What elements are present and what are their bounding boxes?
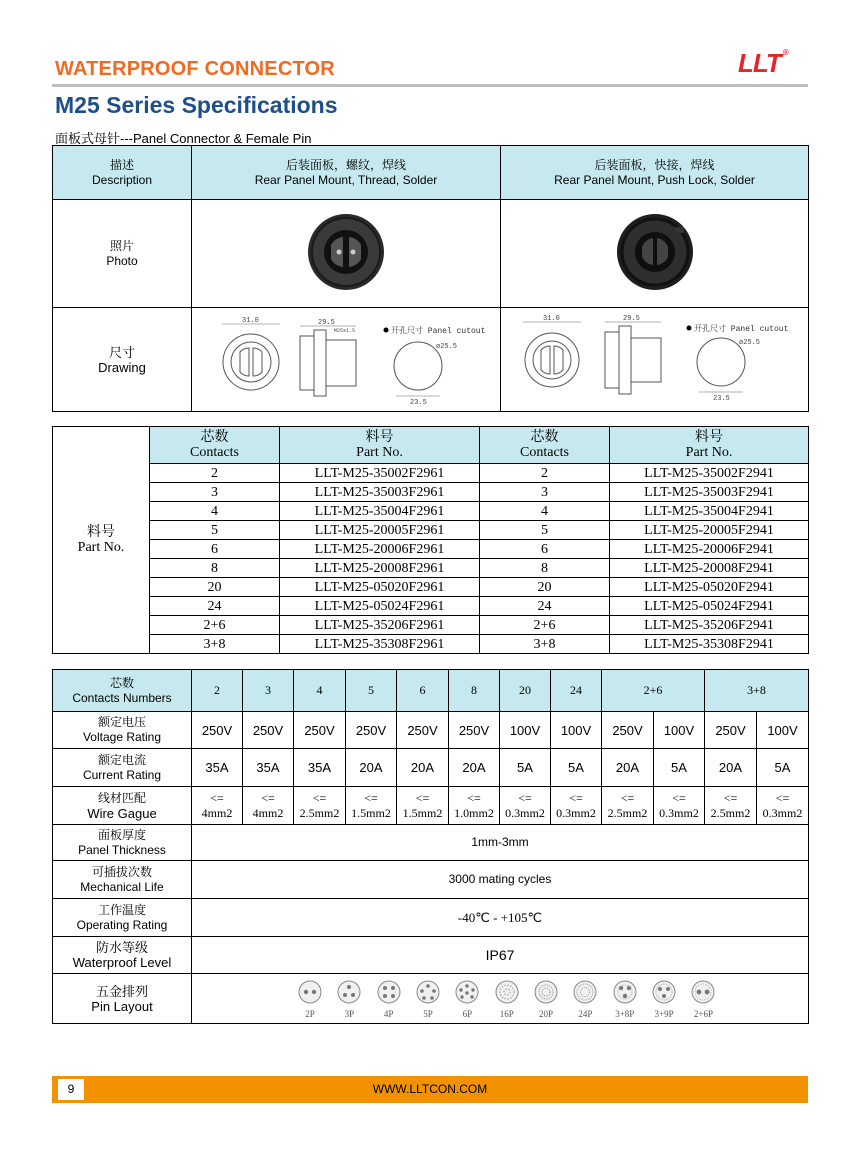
wire-value (243, 787, 294, 825)
panel-label (53, 825, 192, 861)
pin-diagram-icon (572, 979, 598, 1005)
pin-layout-label: 2+6P (693, 1008, 713, 1019)
wire-value (346, 787, 397, 825)
table-row (53, 483, 809, 502)
partno-cell: LLT-M25-35004F2941 (610, 502, 809, 521)
partno-cell: LLT-M25-20005F2961 (280, 521, 480, 540)
life-label-cn: 可插拔次数 (91, 864, 152, 879)
table-row (53, 578, 809, 597)
contacts-cell: 20 (150, 578, 280, 597)
cutout-flat-label: 23.5 (410, 398, 427, 406)
partno-cell: LLT-M25-35003F2941 (610, 483, 809, 502)
contacts-cell: 2+6 (480, 616, 610, 635)
drawing-length-label: 29.5 (318, 318, 335, 327)
contacts-value: 24 (551, 670, 602, 712)
contacts-value: 4 (294, 670, 346, 712)
drawing-thread-label: M25x1.5 (334, 327, 356, 334)
table-row (53, 616, 809, 635)
contacts-cell: 8 (480, 559, 610, 578)
wire-value (192, 787, 243, 825)
contacts-header-cn-2: 芯数 (530, 430, 559, 445)
wire-prefix: <= (467, 790, 481, 805)
photo-pushlock-cell (501, 200, 809, 308)
contacts-cell: 3 (150, 483, 280, 502)
contacts-cell: 20 (480, 578, 610, 597)
contacts-value: 6 (397, 670, 449, 712)
life-row (53, 861, 809, 899)
contacts-cell: 24 (150, 597, 280, 616)
wire-prefix: <= (518, 790, 532, 805)
description-label (53, 146, 192, 200)
pin-diagram-icon (651, 979, 677, 1005)
pin-layout-label: 24P (578, 1008, 593, 1019)
thread-drawing (196, 310, 496, 406)
pin-layout-label: 20P (539, 1008, 554, 1019)
pin-diagram-icon (454, 979, 480, 1005)
temp-label (53, 899, 192, 937)
partno-cell: LLT-M25-35003F2961 (280, 483, 480, 502)
col2-desc-cn: 后装面板，快接，焊线 (594, 157, 715, 172)
partno-cell: LLT-M25-05020F2941 (610, 578, 809, 597)
wire-size: 0.3mm2 (659, 805, 699, 820)
wire-prefix: <= (723, 790, 738, 805)
contacts-value: 3 (243, 670, 294, 712)
wire-label-en: Wire Gague (87, 805, 157, 821)
contacts-cell: 6 (480, 540, 610, 559)
table-row (53, 521, 809, 540)
overview-table (52, 145, 809, 412)
current-value: 20A (705, 749, 757, 787)
pin-label-en: Pin Layout (91, 998, 153, 1014)
pin-layout-cell (192, 974, 809, 1024)
header-divider (52, 84, 808, 87)
waterproof-label (53, 937, 192, 974)
wire-prefix: <= (261, 790, 275, 805)
wire-value (654, 787, 705, 825)
contacts-cell: 4 (150, 502, 280, 521)
temp-label-cn: 工作温度 (97, 902, 146, 917)
table-caption: 面板式母针---Panel Connector & Female Pin (55, 131, 312, 146)
contacts-cell: 24 (480, 597, 610, 616)
temp-value: -40℃ - +105℃ (192, 899, 809, 937)
cutout-dia-label: ø25.5 (436, 342, 458, 351)
description-col1 (192, 146, 501, 200)
temp-label-en: Operating Rating (76, 917, 168, 932)
wire-value (449, 787, 500, 825)
registered-mark: ® (782, 48, 788, 57)
wire-prefix: <= (364, 790, 378, 805)
wire-prefix: <= (672, 790, 686, 805)
wire-prefix: <= (620, 790, 635, 805)
partno-cell: LLT-M25-35308F2961 (280, 635, 480, 654)
wire-prefix: <= (415, 790, 430, 805)
partno-cell: LLT-M25-20006F2941 (610, 540, 809, 559)
pin-diagram-icon (297, 979, 323, 1005)
contacts-header-cn-1: 芯数 (200, 430, 229, 445)
current-value: 5A (500, 749, 551, 787)
contacts-label (53, 670, 192, 712)
drawing-label (53, 308, 192, 412)
partno-header-1 (280, 427, 480, 464)
current-value: 20A (449, 749, 500, 787)
cutout-label: 开孔尺寸 Panel cutout (391, 326, 486, 336)
partno-cell: LLT-M25-05024F2941 (610, 597, 809, 616)
contacts-cell: 3 (480, 483, 610, 502)
logo-text: LLT (738, 48, 781, 78)
partno-cell: LLT-M25-35004F2961 (280, 502, 480, 521)
pin-layout-item (371, 979, 407, 1019)
contacts-cell: 6 (150, 540, 280, 559)
drawing-width-label: 31.0 (242, 316, 259, 325)
temp-row (53, 899, 809, 937)
voltage-value: 100V (500, 712, 551, 749)
waterproof-row (53, 937, 809, 974)
voltage-label (53, 712, 192, 749)
wire-prefix: <= (569, 790, 583, 805)
pin-layout-label: 2P (305, 1008, 315, 1019)
drawing-width-label-2: 31.0 (542, 314, 560, 323)
life-value: 3000 mating cycles (192, 861, 809, 899)
cutout-flat-label-2: 23.5 (712, 394, 730, 403)
specs-table (52, 669, 809, 1024)
contacts-cell: 3+8 (150, 635, 280, 654)
current-value: 35A (192, 749, 243, 787)
contacts-cell: 2+6 (150, 616, 280, 635)
pin-layout-item (489, 979, 525, 1019)
pin-layout-label: 5P (423, 1008, 433, 1019)
contacts-header-en-1: Contacts (190, 445, 239, 460)
drawing-label-cn: 尺寸 (108, 344, 135, 360)
pin-layout-item (646, 979, 682, 1019)
wire-size: 0.3mm2 (762, 805, 803, 820)
contacts-cell: 2 (480, 464, 610, 483)
wire-value (757, 787, 809, 825)
contacts-value: 20 (500, 670, 551, 712)
pin-diagram-icon (376, 979, 402, 1005)
wire-prefix: <= (775, 790, 790, 805)
series-title: M25 Series Specifications (55, 92, 338, 118)
partno-cell: LLT-M25-35308F2941 (610, 635, 809, 654)
life-label-en: Mechanical Life (80, 879, 164, 894)
waterproof-label-en: Waterproof Level (72, 955, 172, 970)
pin-layout-label: 6P (462, 1008, 473, 1019)
part-header-row (53, 427, 809, 464)
pin-layout-item (528, 979, 564, 1019)
footer-url[interactable]: WWW.LLTCON.COM (372, 1082, 488, 1096)
description-col2 (501, 146, 809, 200)
table-row (53, 635, 809, 654)
photo-label (53, 200, 192, 308)
pin-layout-item (292, 979, 328, 1019)
voltage-value: 250V (602, 712, 654, 749)
wire-value (602, 787, 654, 825)
partno-header-2 (610, 427, 809, 464)
wire-value (397, 787, 449, 825)
table-row (53, 540, 809, 559)
pin-layout-label: 3+8P (615, 1008, 635, 1019)
voltage-value: 250V (294, 712, 346, 749)
partno-cell: LLT-M25-05020F2961 (280, 578, 480, 597)
partno-header-cn-2: 料号 (695, 430, 723, 445)
voltage-value: 100V (654, 712, 705, 749)
table-row (53, 559, 809, 578)
partno-cell: LLT-M25-35206F2961 (280, 616, 480, 635)
thread-connector-photo (301, 207, 391, 297)
wire-size: 2.5mm2 (299, 805, 340, 820)
current-value: 20A (602, 749, 654, 787)
panel-label-en: Panel Thickness (78, 842, 166, 857)
wire-value (294, 787, 346, 825)
voltage-value: 250V (192, 712, 243, 749)
voltage-label-cn: 额定电压 (97, 715, 146, 729)
pin-layout-item (567, 979, 603, 1019)
partno-header-en-2: Part No. (685, 445, 733, 460)
contacts-label-en: Contacts Numbers (72, 690, 172, 705)
page-number: 9 (58, 1079, 84, 1100)
panel-label-cn: 面板厚度 (97, 827, 146, 842)
part-label-en: Part No. (77, 540, 125, 555)
voltage-value: 250V (705, 712, 757, 749)
voltage-value: 100V (551, 712, 602, 749)
wire-label (53, 787, 192, 825)
life-label (53, 861, 192, 899)
voltage-value: 250V (346, 712, 397, 749)
current-value: 5A (757, 749, 809, 787)
table-row (53, 464, 809, 483)
voltage-label-en: Voltage Rating (82, 730, 162, 744)
wire-value (551, 787, 602, 825)
wire-value (500, 787, 551, 825)
panel-value: 1mm-3mm (192, 825, 809, 861)
pin-layout-item (607, 979, 643, 1019)
wire-row (53, 787, 809, 825)
pin-layout-label: 3P (344, 1008, 355, 1019)
partno-cell: LLT-M25-35002F2961 (280, 464, 480, 483)
voltage-value: 250V (449, 712, 500, 749)
contacts-value: 2+6 (602, 670, 705, 712)
partno-cell: LLT-M25-20008F2941 (610, 559, 809, 578)
col2-desc-en: Rear Panel Mount, Push Lock, Solder (554, 172, 755, 187)
photo-row (53, 200, 809, 308)
current-value: 35A (294, 749, 346, 787)
category-title: WATERPROOF CONNECTOR (55, 58, 335, 80)
pin-layout-item (331, 979, 367, 1019)
partno-cell: LLT-M25-20008F2961 (280, 559, 480, 578)
contacts-header-2 (480, 427, 610, 464)
contacts-value: 8 (449, 670, 500, 712)
contacts-cell: 5 (480, 521, 610, 540)
contacts-cell: 8 (150, 559, 280, 578)
contacts-row (53, 670, 809, 712)
partno-header-cn-1: 料号 (365, 430, 394, 445)
current-label-cn: 额定电流 (97, 752, 146, 767)
panel-row (53, 825, 809, 861)
pin-diagram-icon (494, 979, 520, 1005)
wire-size: 1.5mm2 (351, 805, 391, 820)
partno-cell: LLT-M25-20006F2961 (280, 540, 480, 559)
brand-logo (738, 48, 788, 79)
current-value: 20A (397, 749, 449, 787)
current-value: 5A (654, 749, 705, 787)
contacts-header-en-2: Contacts (520, 445, 569, 460)
wire-size: 1.0mm2 (454, 805, 494, 820)
waterproof-label-cn: 防水等级 (95, 940, 148, 955)
current-label (53, 749, 192, 787)
voltage-value: 100V (757, 712, 809, 749)
wire-size: 2.5mm2 (710, 805, 751, 820)
drawing-length-label-2: 29.5 (622, 314, 640, 323)
photo-thread-cell (192, 200, 501, 308)
current-value: 20A (346, 749, 397, 787)
current-row (53, 749, 809, 787)
pin-row (53, 974, 809, 1024)
partno-cell: LLT-M25-35206F2941 (610, 616, 809, 635)
pin-diagram-icon (336, 979, 362, 1005)
partno-cell: LLT-M25-20005F2941 (610, 521, 809, 540)
current-value: 5A (551, 749, 602, 787)
pin-label-cn: 五金排列 (95, 983, 148, 999)
drawing-thread-cell (192, 308, 501, 412)
pin-layout-item (685, 979, 721, 1019)
drawing-label-en: Drawing (98, 359, 146, 375)
wire-size: 2.5mm2 (607, 805, 648, 820)
contacts-cell: 4 (480, 502, 610, 521)
cutout-label-2: 开孔尺寸 Panel cutout (693, 324, 788, 334)
contacts-value: 5 (346, 670, 397, 712)
contacts-value: 2 (192, 670, 243, 712)
contacts-cell: 2 (150, 464, 280, 483)
partno-header-en-1: Part No. (356, 445, 403, 460)
wire-size: 0.3mm2 (556, 805, 596, 820)
waterproof-value: IP67 (192, 937, 809, 974)
cutout-dia-label-2: ø25.5 (738, 338, 760, 347)
wire-size: 1.5mm2 (402, 805, 443, 820)
table-row (53, 597, 809, 616)
wire-label-cn: 线材匹配 (97, 790, 146, 805)
contacts-cell: 3+8 (480, 635, 610, 654)
description-row (53, 146, 809, 200)
pin-layout-label: 16P (499, 1008, 514, 1019)
drawing-pushlock-cell (501, 308, 809, 412)
partno-cell: LLT-M25-05024F2961 (280, 597, 480, 616)
pushlock-drawing (505, 310, 805, 406)
pin-layout-label: 3+9P (654, 1008, 674, 1019)
part-number-table (52, 426, 809, 654)
col1-desc-cn: 后装面板，螺纹，焊线 (285, 157, 406, 172)
pin-diagram-icon (533, 979, 559, 1005)
pushlock-connector-photo (610, 207, 700, 297)
wire-size: 4mm2 (201, 805, 233, 820)
pin-diagram-icon (612, 979, 638, 1005)
pin-layout-label: 4P (383, 1008, 394, 1019)
voltage-value: 250V (397, 712, 449, 749)
part-row-label (53, 427, 150, 654)
drawing-row (53, 308, 809, 412)
col1-desc-en: Rear Panel Mount, Thread, Solder (254, 172, 438, 187)
pin-diagram-icon (415, 979, 441, 1005)
wire-prefix: <= (312, 790, 327, 805)
contacts-label-cn: 芯数 (109, 675, 134, 690)
photo-label-cn: 照片 (109, 238, 134, 253)
contacts-cell: 5 (150, 521, 280, 540)
wire-size: 0.3mm2 (505, 805, 545, 820)
wire-value (705, 787, 757, 825)
pin-layout-item (410, 979, 446, 1019)
wire-size: 4mm2 (252, 805, 284, 820)
table-row (53, 502, 809, 521)
partno-cell: LLT-M25-35002F2941 (610, 464, 809, 483)
current-value: 35A (243, 749, 294, 787)
description-label-cn: 描述 (109, 157, 134, 172)
photo-label-en: Photo (106, 253, 138, 268)
pin-label (53, 974, 192, 1024)
pin-diagram-icon (690, 979, 716, 1005)
voltage-row (53, 712, 809, 749)
voltage-value: 250V (243, 712, 294, 749)
description-label-en: Description (91, 172, 153, 187)
contacts-value: 3+8 (705, 670, 809, 712)
pin-layout-item (449, 979, 485, 1019)
part-label-cn: 料号 (87, 525, 115, 540)
contacts-header-1 (150, 427, 280, 464)
wire-prefix: <= (210, 790, 224, 805)
current-label-en: Current Rating (82, 767, 162, 782)
